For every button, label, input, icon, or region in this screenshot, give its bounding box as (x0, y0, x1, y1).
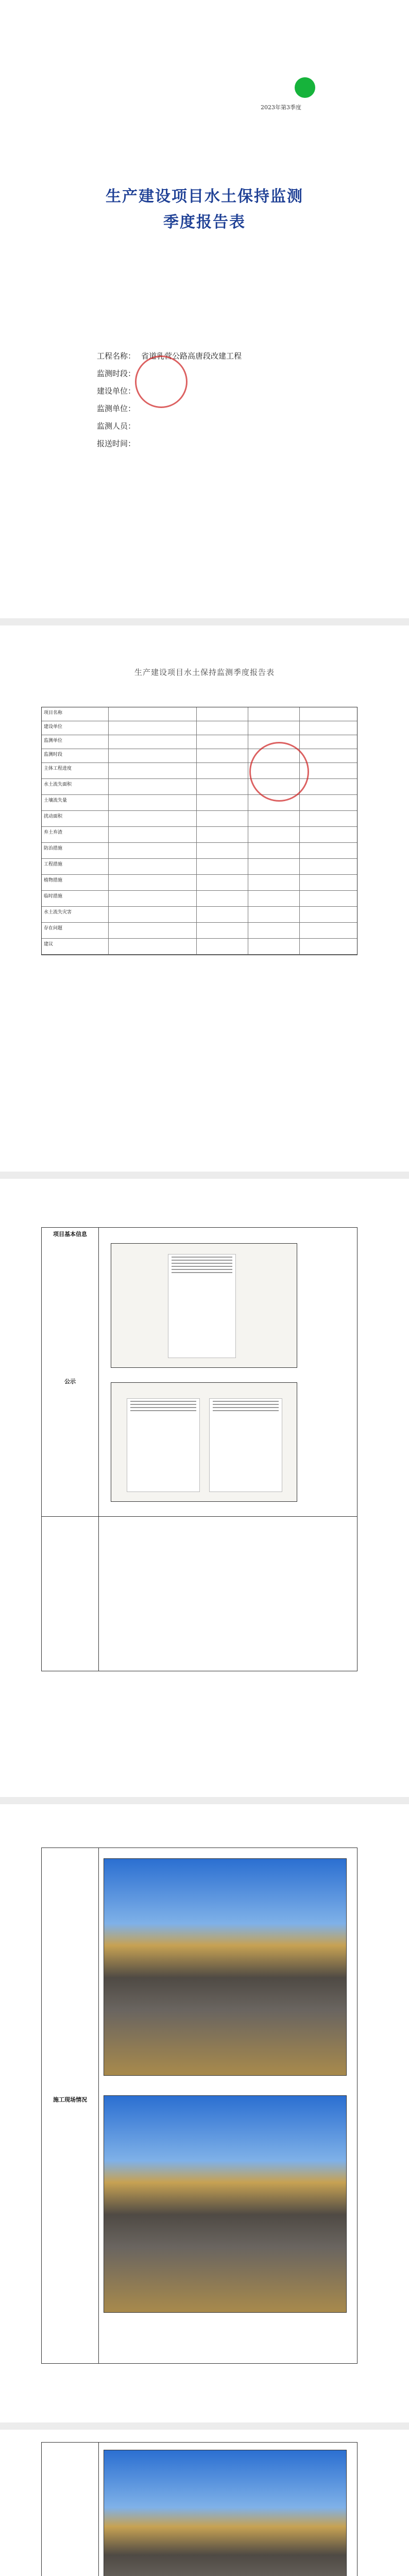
form-row-label: 工程措施 (42, 859, 109, 874)
form-title: 生产建设项目水土保持监测季度报告表 (134, 668, 275, 677)
form-cell (109, 735, 197, 749)
form-cell (109, 707, 197, 721)
header-left: 项目基本信息 (53, 1231, 87, 1238)
project-name: 省道乳营公路高唐段改建工程 (141, 351, 242, 361)
photo-box-2 (41, 1848, 357, 2364)
form-cell (109, 843, 197, 858)
form-row-label: 植物措施 (42, 875, 109, 890)
form-cell (196, 707, 248, 721)
form-cell (196, 827, 248, 842)
label-column (42, 1228, 99, 1671)
form-cell (109, 749, 197, 762)
form-cell (109, 763, 197, 778)
page-separator (0, 618, 409, 625)
status-dot-icon (295, 77, 315, 98)
form-cell (196, 859, 248, 874)
form-row (42, 907, 357, 923)
photo-box-3 (41, 2442, 357, 2576)
form-row-label: 监测时段 (42, 749, 109, 762)
form-row-label: 水土流失灾害 (42, 907, 109, 922)
form-row (42, 779, 357, 795)
form-row-label: 建设单位 (42, 721, 109, 735)
road-photo-3 (104, 2450, 347, 2576)
date-label: 报送时间： (97, 439, 136, 448)
form-row-label: 水土流失面积 (42, 779, 109, 794)
form-cell (109, 721, 197, 735)
notice-photo-1 (111, 1243, 297, 1368)
cover-title-line2: 季度报告表 (163, 213, 246, 231)
report-form-table (41, 707, 357, 955)
form-row-label: 防治措施 (42, 843, 109, 858)
form-cell (109, 891, 197, 906)
form-row (42, 811, 357, 827)
form-cell (248, 843, 300, 858)
form-row (42, 827, 357, 843)
form-row-label: 监测单位 (42, 735, 109, 749)
red-seal-stamp (135, 355, 188, 408)
notice-photo-2 (111, 1382, 297, 1502)
form-cell (196, 721, 248, 735)
year-tag: 2023年第3季度 (261, 104, 301, 111)
road-photo-1 (104, 1858, 347, 2076)
form-cell (248, 907, 300, 922)
page-separator (0, 1172, 409, 1179)
form-row (42, 859, 357, 875)
period-label: 监测时段： (97, 369, 136, 378)
form-row (42, 923, 357, 939)
form-cell (248, 939, 300, 954)
form-cell (248, 875, 300, 890)
form-row (42, 721, 357, 735)
form-cell (196, 939, 248, 954)
photo-box-1 (41, 1227, 357, 1671)
form-cell (248, 811, 300, 826)
head-label: 监测人员： (97, 421, 136, 431)
form-cell (248, 891, 300, 906)
form-row (42, 875, 357, 891)
form-row (42, 891, 357, 907)
red-seal-stamp-2 (249, 742, 309, 802)
form-cell (109, 859, 197, 874)
form-row-label: 土壤流失量 (42, 795, 109, 810)
form-row (42, 735, 357, 749)
form-cell (109, 875, 197, 890)
form-row-label: 临时措施 (42, 891, 109, 906)
form-cell (196, 749, 248, 762)
form-row (42, 707, 357, 721)
page-separator (0, 2422, 409, 2430)
form-cell (196, 907, 248, 922)
form-cell (248, 923, 300, 938)
construction-unit-label: 建设单位： (97, 386, 136, 396)
form-cell (248, 859, 300, 874)
label-column (42, 2443, 99, 2576)
form-row (42, 749, 357, 763)
form-cell (196, 923, 248, 938)
cover-page (0, 0, 409, 618)
form-cell (109, 811, 197, 826)
form-cell (248, 827, 300, 842)
form-row-label: 存在问题 (42, 923, 109, 938)
form-cell (109, 907, 197, 922)
form-row-label: 弃土弃渣 (42, 827, 109, 842)
form-cell (248, 721, 300, 735)
form-cell (248, 707, 300, 721)
form-cell (109, 827, 197, 842)
form-cell (196, 779, 248, 794)
road-photo-2 (104, 2095, 347, 2313)
form-row (42, 843, 357, 859)
form-cell (109, 779, 197, 794)
form-row-label: 项目名称 (42, 707, 109, 721)
form-cell (196, 891, 248, 906)
monitoring-unit-label: 监测单位： (97, 404, 136, 413)
form-cell (196, 843, 248, 858)
page-separator (0, 1797, 409, 1804)
site-label: 施工现场情况 (53, 2096, 87, 2103)
form-row-label: 主体工程进度 (42, 763, 109, 778)
form-cell (196, 763, 248, 778)
form-row (42, 795, 357, 811)
form-cell (196, 735, 248, 749)
form-row (42, 939, 357, 955)
form-cell (109, 923, 197, 938)
form-row-label: 扰动面积 (42, 811, 109, 826)
form-cell (196, 875, 248, 890)
form-cell (196, 811, 248, 826)
form-cell (109, 795, 197, 810)
label-column (42, 1848, 99, 2363)
form-cell (109, 939, 197, 954)
form-cell (196, 795, 248, 810)
cover-title-line1: 生产建设项目水土保持监测 (106, 188, 303, 206)
form-row-label: 建议 (42, 939, 109, 954)
row-divider (42, 1516, 357, 1517)
form-row (42, 763, 357, 779)
section-label: 公示 (64, 1378, 76, 1385)
project-name-label: 工程名称： (97, 351, 136, 361)
